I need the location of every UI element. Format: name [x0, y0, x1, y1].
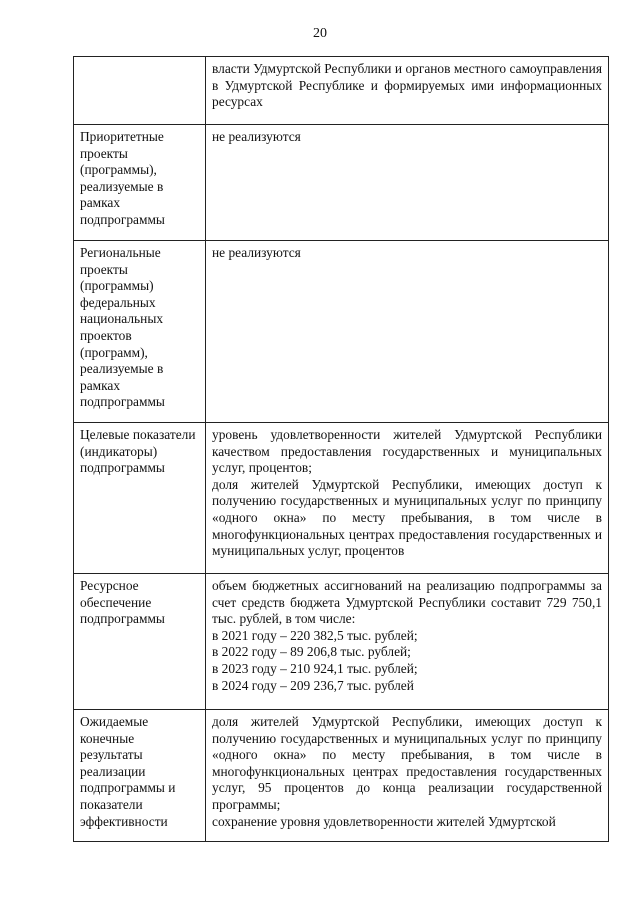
- row-label: Ресурсное обеспечение подпрограммы: [74, 574, 206, 710]
- content-line: в 2024 году – 209 236,7 тыс. рублей: [212, 677, 414, 693]
- content-line: доля жителей Удмуртской Республики, имеющих доступ к получению государственных и муниципальных услуг по принципу «одного окна» по месту пребывания, в том числе в многофункциональных центрах предоставления государственных и муниципальных услуг, процентов: [212, 476, 602, 559]
- row-content: [206, 125, 609, 241]
- content-line: в 2021 году – 220 382,5 тыс. рублей;: [212, 627, 418, 643]
- table-row: [74, 423, 609, 574]
- row-label: Целевые показатели (индикаторы) подпрограммы: [74, 423, 206, 574]
- row-content: [206, 57, 609, 125]
- row-content: [206, 241, 609, 423]
- table-row: [74, 57, 609, 125]
- row-label: Региональные проекты (программы) федеральных национальных проектов (программ), реализуемые в рамках подпрограммы: [74, 241, 206, 423]
- table-row: [74, 125, 609, 241]
- table-row: [74, 574, 609, 710]
- content-line: в 2022 году – 89 206,8 тыс. рублей;: [212, 644, 411, 660]
- table-row: [74, 241, 609, 423]
- content-line: объем бюджетных ассигнований на реализацию подпрограммы за счет средств бюджета Удмуртской Республики составит 729 750,1 тыс. рублей, в том числе:: [212, 578, 602, 627]
- content-line: в 2023 году – 210 924,1 тыс. рублей;: [212, 660, 418, 676]
- row-content: [206, 574, 609, 710]
- content-line: сохранение уровня удовлетворенности жителей Удмуртской: [212, 813, 556, 829]
- content-line: власти Удмуртской Республики и органов местного самоуправления в Удмуртской Республике и формируемых ими информационных ресурсах: [212, 61, 602, 110]
- content-line: не реализуются: [212, 129, 301, 144]
- row-content: [206, 423, 609, 574]
- row-label: Ожидаемые конечные результаты реализации подпрограммы и показатели эффективности: [74, 710, 206, 842]
- content-line: доля жителей Удмуртской Республики, имеющих доступ к получению государственных и муниципальных услуг по принципу «одного окна» по месту пребывания, в том числе в многофункциональных центрах предоставления государственных услуг, 95 процентов до конца реализации государственной программы;: [212, 714, 602, 812]
- row-content: [206, 710, 609, 842]
- content-line: не реализуются: [212, 245, 301, 260]
- passport-table: [73, 56, 609, 842]
- table-row: [74, 710, 609, 842]
- content-line: уровень удовлетворенности жителей Удмуртской Республики качеством предоставления государственных и муниципальных услуг, процентов;: [212, 427, 602, 476]
- page-number: 20: [313, 26, 327, 41]
- row-label: [74, 57, 206, 125]
- row-label: Приоритетные проекты (программы), реализуемые в рамках подпрограммы: [74, 125, 206, 241]
